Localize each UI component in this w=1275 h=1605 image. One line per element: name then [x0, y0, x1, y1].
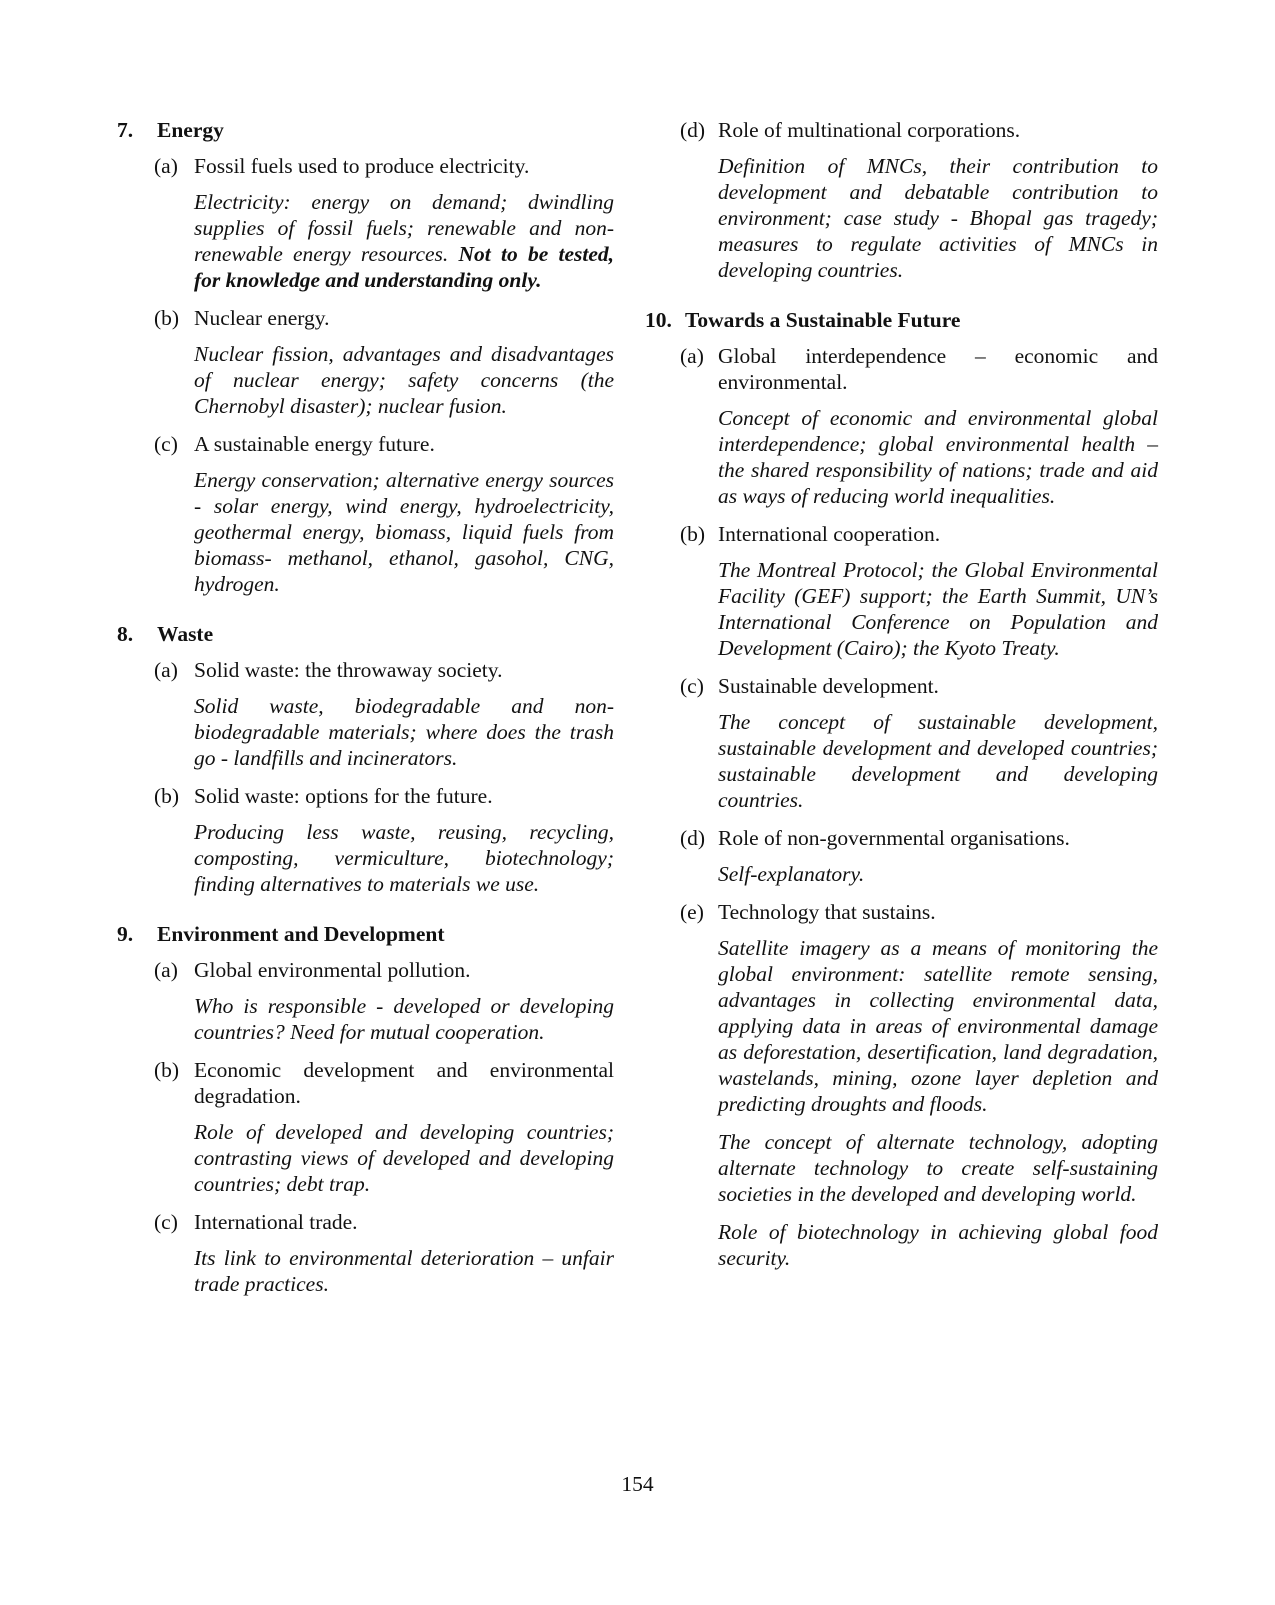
left-column — [117, 117, 614, 1321]
list-item — [658, 673, 1158, 813]
list-item — [117, 305, 614, 419]
section-number: 10. — [645, 308, 672, 332]
item-description: The Montreal Protocol; the Global Environmental Facility (GEF) support; the Earth Summit, UN’s International Conference on Population and Development (Cairo); the Kyoto Treaty. — [718, 558, 1158, 660]
item-heading: Economic development and environmental degradation. — [194, 1058, 614, 1108]
item-description: Energy conservation; alternative energy sources - solar energy, wind energy, hydroelectricity, geothermal energy, biomass, liquid fuels from biomass- methanol, ethanol, gasohol, CNG, hydrogen. — [194, 468, 614, 596]
item-heading: Role of non-governmental organisations. — [718, 826, 1070, 850]
item-heading: Technology that sustains. — [718, 900, 936, 924]
list-item — [117, 1057, 614, 1197]
item-description: Role of developed and developing countries; contrasting views of developed and developing countries; debt trap. — [194, 1120, 614, 1196]
page-number: 154 — [621, 1472, 654, 1496]
list-item — [658, 825, 1158, 887]
item-heading: Role of multinational corporations. — [718, 118, 1021, 142]
item-description: Who is responsible - developed or developing countries? Need for mutual cooperation. — [194, 994, 614, 1044]
item-letter: (d) — [680, 826, 706, 850]
section-waste — [117, 621, 614, 897]
list-item — [117, 1209, 614, 1297]
list-item — [658, 899, 1158, 1271]
item-letter: (b) — [154, 306, 180, 330]
section-environment-development — [117, 921, 614, 1297]
item-description: Concept of economic and environmental global interdependence; global environmental health – the shared responsibility of nations; trade and aid as ways of reducing world inequalities. — [718, 406, 1158, 508]
item-letter: (c) — [680, 674, 704, 698]
item-letter: (c) — [154, 1210, 178, 1234]
item-heading: Global interdependence – economic and environmental. — [718, 344, 1158, 394]
section-energy — [117, 117, 614, 597]
item-letter: (c) — [154, 432, 178, 456]
item-letter: (a) — [154, 658, 178, 682]
section-continuation — [658, 117, 1158, 283]
item-heading: International cooperation. — [718, 522, 941, 546]
list-item — [117, 153, 614, 293]
item-letter: (a) — [680, 344, 704, 368]
section-number: 8. — [117, 622, 134, 646]
item-heading: Solid waste: options for the future. — [194, 784, 493, 808]
section-title: Energy — [157, 118, 224, 142]
item-description: Role of biotechnology in achieving global food security. — [718, 1220, 1158, 1270]
item-description: Nuclear fission, advantages and disadvantages of nuclear energy; safety concerns (the Chernobyl disaster); nuclear fusion. — [194, 342, 614, 418]
item-letter: (d) — [680, 118, 706, 142]
list-item — [658, 117, 1158, 283]
item-description: The concept of alternate technology, adopting alternate technology to create self-sustaining societies in the developed and developing world. — [718, 1130, 1158, 1206]
list-item — [117, 957, 614, 1045]
item-heading: A sustainable energy future. — [194, 432, 435, 456]
item-heading: Global environmental pollution. — [194, 958, 471, 982]
item-description: Its link to environmental deterioration – unfair trade practices. — [194, 1246, 614, 1296]
section-sustainable-future — [645, 307, 1158, 1271]
item-description: The concept of sustainable development, sustainable development and developed countries; sustainable development and developing countries. — [718, 710, 1158, 812]
item-letter: (a) — [154, 154, 178, 178]
list-item — [117, 783, 614, 897]
right-column — [645, 117, 1158, 1295]
section-title: Waste — [157, 622, 214, 646]
section-number: 9. — [117, 922, 134, 946]
item-description: Producing less waste, reusing, recycling, composting, vermiculture, biotechnology; finding alternatives to materials we use. — [194, 820, 614, 896]
item-heading: Fossil fuels used to produce electricity. — [194, 154, 530, 178]
section-heading — [117, 117, 614, 143]
list-item — [658, 343, 1158, 509]
assessment-note: Not to be tested, for knowledge and understanding only. — [194, 242, 615, 292]
list-item — [117, 657, 614, 771]
item-heading: Nuclear energy. — [194, 306, 330, 330]
item-heading: Sustainable development. — [718, 674, 939, 698]
item-description: Electricity: energy on demand; dwindling supplies of fossil fuels; renewable and non-renewable energy resources. Not to be tested, for knowledge and understanding only. — [194, 190, 615, 292]
item-description: Satellite imagery as a means of monitoring the global environment: satellite remote sensing, advantages in collecting environmental data, applying data in areas of environmental damage as deforestation, desertification, land degradation, wastelands, mining, ozone layer depletion and predicting droughts and floods. — [718, 936, 1158, 1116]
item-description: Solid waste, biodegradable and non-biodegradable materials; where does the trash go - landfills and incinerators. — [194, 694, 614, 770]
item-description: Self-explanatory. — [718, 862, 865, 886]
item-letter: (b) — [154, 1058, 180, 1082]
item-description: Definition of MNCs, their contribution to development and debatable contribution to environment; case study - Bhopal gas tragedy; measures to regulate activities of MNCs in developing countries. — [718, 154, 1158, 282]
item-heading: Solid waste: the throwaway society. — [194, 658, 503, 682]
list-item — [658, 521, 1158, 661]
section-number: 7. — [117, 118, 134, 142]
section-heading — [117, 621, 614, 647]
item-letter: (a) — [154, 958, 178, 982]
item-letter: (e) — [680, 900, 704, 924]
item-letter: (b) — [154, 784, 180, 808]
item-heading: International trade. — [194, 1210, 358, 1234]
section-heading — [117, 921, 614, 947]
section-heading — [645, 307, 1158, 333]
section-title: Environment and Development — [157, 922, 445, 946]
section-title: Towards a Sustainable Future — [685, 308, 961, 332]
list-item — [117, 431, 614, 597]
item-letter: (b) — [680, 522, 706, 546]
